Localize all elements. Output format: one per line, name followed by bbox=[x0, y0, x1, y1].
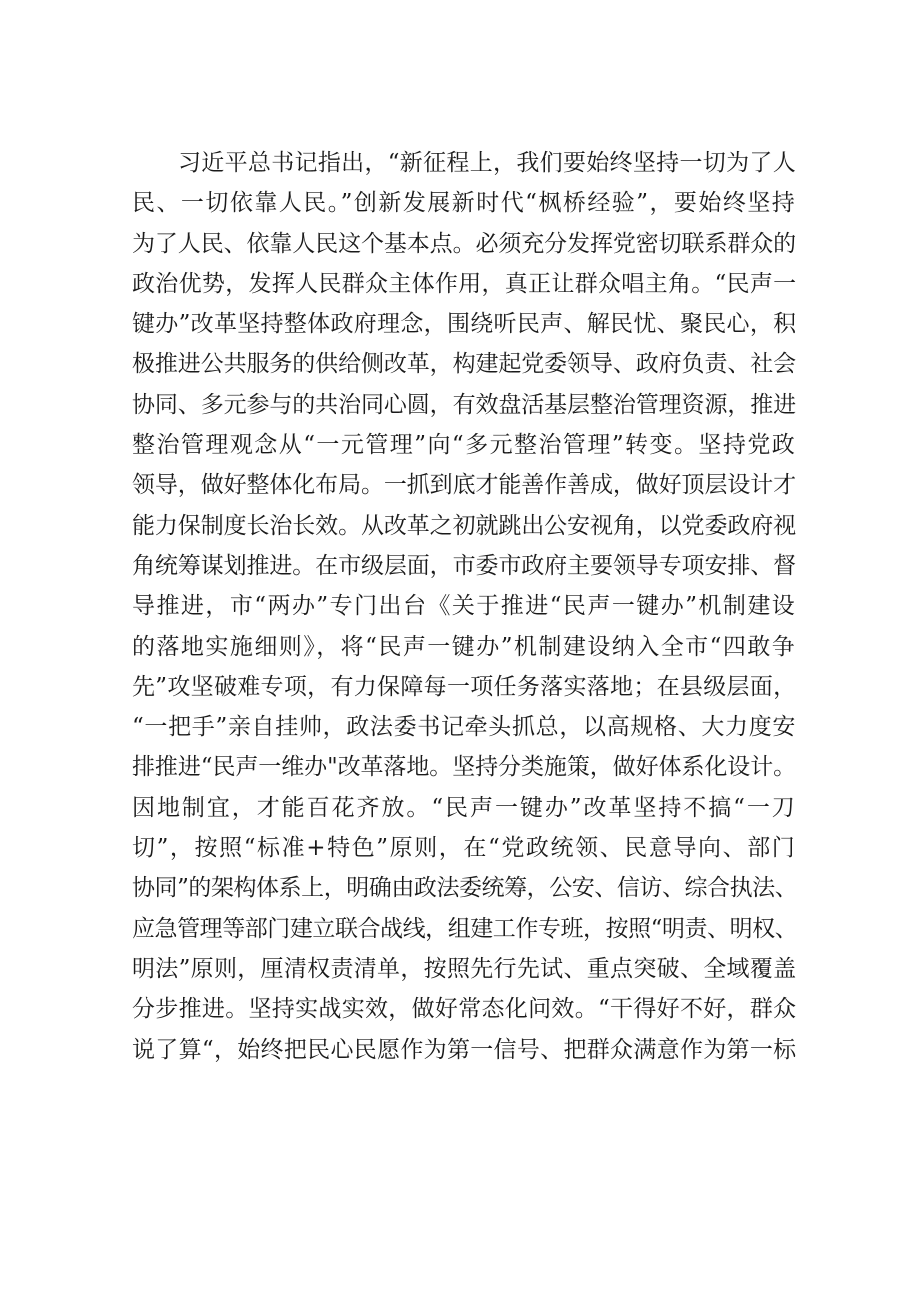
text-line-19: 协同”的架构体系上，明确由政法委统筹，公安、信访、综合执法、 bbox=[132, 875, 798, 902]
text-line-17: 因地制宜，才能百花齐放。“民声一键办”改革坚持不搞“一刀 bbox=[132, 794, 796, 821]
text-line-16: 排推进“民声一维办"改革落地。坚持分类施策，做好体系化设计。 bbox=[132, 754, 796, 781]
text-line-4: 政治优势，发挥人民群众主体作用，真正让群众唱主角。“民声一 bbox=[132, 270, 797, 297]
text-line-8: 整治管理观念从“一元管理”向“多元整治管理”转变。坚持党政 bbox=[132, 432, 796, 459]
text-line-1: 习近平总书记指出，“新征程上，我们要始终坚持一切为了人 bbox=[178, 150, 796, 176]
body-paragraph bbox=[132, 143, 796, 1070]
text-line-2: 民、一切依靠人民。”创新发展新时代“枫桥经验”，要始终坚持 bbox=[132, 190, 796, 217]
text-line-20: 应急管理等部门建立联合战线，组建工作专班，按照“明责、明权、 bbox=[132, 915, 798, 942]
text-line-21: 明法”原则，厘清权责清单，按照先行先试、重点突破、全域覆盖 bbox=[132, 955, 797, 982]
text-line-22: 分步推进。坚持实战实效，做好常态化问效。“干得好不好，群众 bbox=[132, 996, 797, 1023]
text-line-12: 导推进，市“两办”专门出台《关于推进“民声一键办”机制建设 bbox=[132, 593, 796, 620]
text-line-18: 切”，按照“标准+特色”原则，在“党政统领、民意导向、部门 bbox=[132, 835, 796, 862]
text-line-11: 角统筹谋划推进。在市级层面，市委市政府主要领导专项安排、督 bbox=[132, 552, 796, 579]
text-line-9: 领导，做好整体化布局。一抓到底才能善作善成，做好顶层设计才 bbox=[132, 472, 796, 499]
text-line-23: 说了算“，始终把民心民愿作为第一信号、把群众满意作为第一标 bbox=[132, 1036, 797, 1063]
text-line-7: 协同、多元参与的共治同心圆，有效盘活基层整治管理资源，推进 bbox=[132, 391, 796, 418]
text-line-14: 先”攻坚破难专项，有力保障每一项任务落实落地；在县级层面， bbox=[132, 673, 797, 700]
text-line-3: 为了人民、依靠人民这个基本点。必须充分发挥党密切联系群众的 bbox=[132, 230, 796, 257]
text-line-6: 极推进公共服务的供给侧改革，构建起党委领导、政府负责、社会 bbox=[132, 351, 796, 378]
text-line-10: 能力保制度长治长效。从改革之初就跳出公安视角，以党委政府视 bbox=[132, 512, 796, 539]
text-line-13: 的落地实施细则》，将“民声一键办”机制建设纳入全市“四敢争 bbox=[132, 633, 796, 660]
text-line-15: “一把手”亲自挂帅，政法委书记牵头抓总，以高规格、大力度安 bbox=[132, 714, 796, 741]
text-line-5: 键办”改革坚持整体政府理念，围绕听民声、解民忧、聚民心，积 bbox=[132, 311, 797, 338]
